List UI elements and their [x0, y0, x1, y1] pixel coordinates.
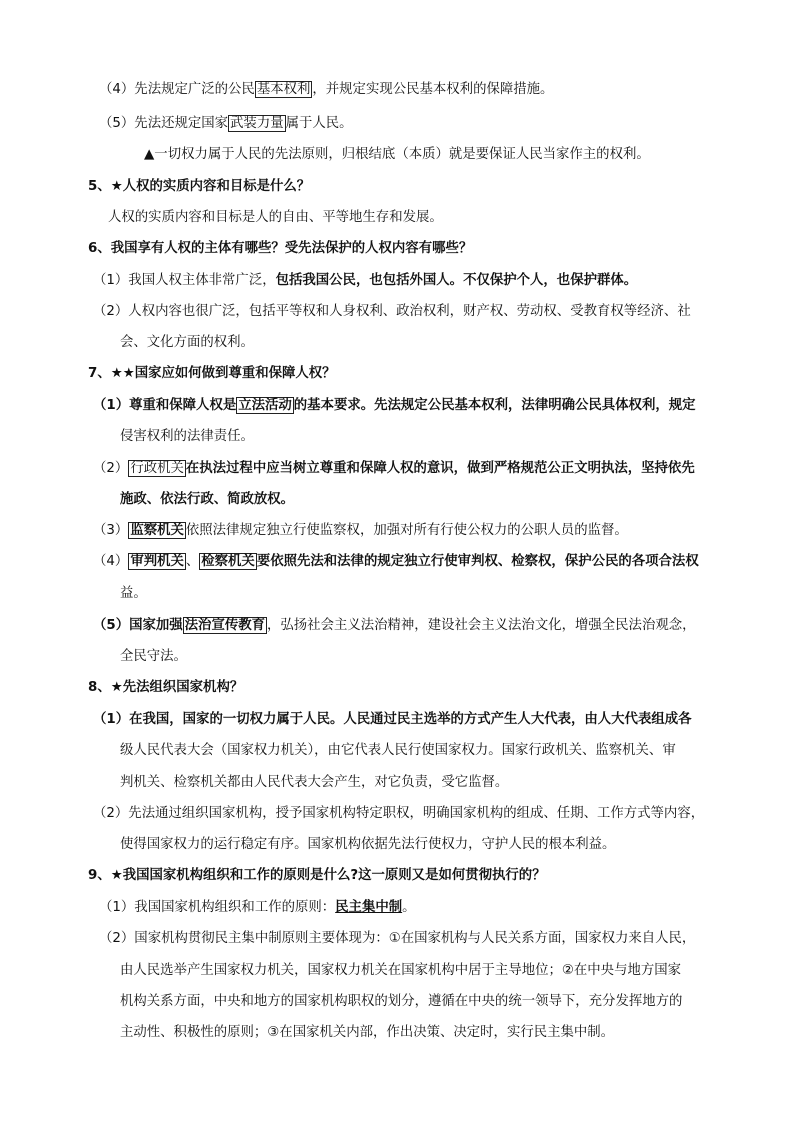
answer-7-2-cont: 施政、依法行政、简政放权。: [120, 492, 295, 507]
boxed-term-armed-forces: 武装力量: [230, 116, 284, 131]
boxed-term-procuratorial-organs: 检察机关: [201, 554, 255, 569]
answer-8-2-cont: 使得国家权力的运行稳定有序。国家机构依据先法行使权力，守护人民的根本利益。: [120, 837, 616, 852]
boxed-term-judicial-organs: 审判机关: [130, 554, 184, 569]
answer-8-1: （1）在我国，国家的一切权力属于人民。人民通过民主选举的方式产生人大代表，由人大代表组成各: [93, 712, 692, 727]
underlined-term-democratic-centralism: 民主集中制: [335, 900, 403, 915]
answer-6-1: （1）我国人权主体非常广泛，包括我国公民，也包括外国人。不仅保护个人，也保护群体。: [93, 273, 638, 288]
line-4-broad-rights: （4）先法规定广泛的公民 基本权利 ，并规定实现公民基本权利的保障措施。: [99, 82, 554, 97]
answer-6-2-cont: 会、文化方面的权利。: [120, 335, 254, 350]
answer-6-2: （2）人权内容也很广泛，包括平等权和人身权利、政治权利，财产权、劳动权、受教育权等经济、社: [93, 304, 691, 319]
answer-7-4: （4） 审判机关 、 检察机关 要依照先法和法律的规定独立行使审判权、检察权，保护公民的各项合法权: [93, 554, 699, 569]
answer-7-2: （2） 行政机关 在执法过程中应当树立尊重和保障人权的意识，做到严格规范公正文明执法，坚持依先: [93, 461, 695, 476]
principle-note: ▲一切权力属于人民的先法原则，归根结底（本质）就是要保证人民当家作主的权利。: [144, 147, 650, 162]
answer-7-1-cont: 侵害权利的法律责任。: [120, 429, 254, 444]
line-5-armed-forces: （5）先法还规定国家 武装力量 属于人民。: [99, 116, 353, 131]
question-9: 9、★我国国家机构组织和工作的原则是什么?这一原则又是如何贯彻执行的？: [88, 868, 546, 883]
boxed-term-supervisory-organs: 监察机关: [130, 523, 184, 538]
answer-5: 人权的实质内容和目标是人的自由、平等地生存和发展。: [108, 210, 443, 225]
boxed-term-administrative-organs: 行政机关: [130, 461, 184, 476]
answer-8-1-cont-a: 级人民代表大会（国家权力机关），由它代表人民行使国家权力。国家行政机关、监察机关、审: [120, 743, 676, 758]
boxed-term-basic-rights: 基本权利: [256, 82, 311, 97]
answer-9-2-cont-a: 由人民选举产生国家权力机关，国家权力机关在国家机构中居于主导地位；②在中央与地方国家: [120, 963, 682, 978]
question-7: 7、★★国家应如何做到尊重和保障人权？: [88, 366, 336, 381]
answer-9-2-cont-b: 机构关系方面，中央和地方的国家机构职权的划分，遵循在中央的统一领导下，充分发挥地方的: [120, 994, 683, 1009]
boxed-term-legislation: 立法活动: [238, 398, 292, 413]
answer-7-4-cont: 益。: [120, 586, 147, 601]
answer-9-1: （1）我国国家机构组织和工作的原则：民主集中制。: [99, 900, 416, 915]
question-8: 8、★先法组织国家机构？: [88, 680, 244, 695]
answer-7-1: （1）尊重和保障人权是 立法活动 的基本要求。先法规定公民基本权利，法律明确公民具体权利，规定: [93, 398, 696, 413]
answer-8-2: （2）先法通过组织国家机构，授予国家机构特定职权，明确国家机构的组成、任期、工作方式等内容，: [93, 806, 705, 821]
answer-8-1-cont-b: 判机关、检察机关都由人民代表大会产生，对它负责，受它监督。: [120, 775, 509, 790]
answer-7-3: （3） 监察机关 依照法律规定独立行使监察权，加强对所有行使公权力的公职人员的监督。: [93, 523, 628, 538]
answer-9-2-cont-c: 主动性、积极性的原则；③在国家机关内部，作出决策、决定时，实行民主集中制。: [120, 1025, 615, 1040]
answer-7-5: （5）国家加强 法治宣传教育 ，弘扬社会主义法治精神，建设社会主义法治文化，增强全民法治观念，: [93, 618, 696, 633]
boxed-term-legal-publicity: 法治宣传教育: [184, 618, 266, 633]
question-6: 6、我国享有人权的主体有哪些？受先法保护的人权内容有哪些？: [88, 241, 473, 256]
question-5: 5、★人权的实质内容和目标是什么？: [88, 179, 311, 194]
answer-7-5-cont: 全民守法。: [120, 649, 187, 664]
answer-9-2: （2）国家机构贯彻民主集中制原则主要体现为：①在国家机构与人民关系方面，国家权力来自人民，: [99, 931, 696, 946]
